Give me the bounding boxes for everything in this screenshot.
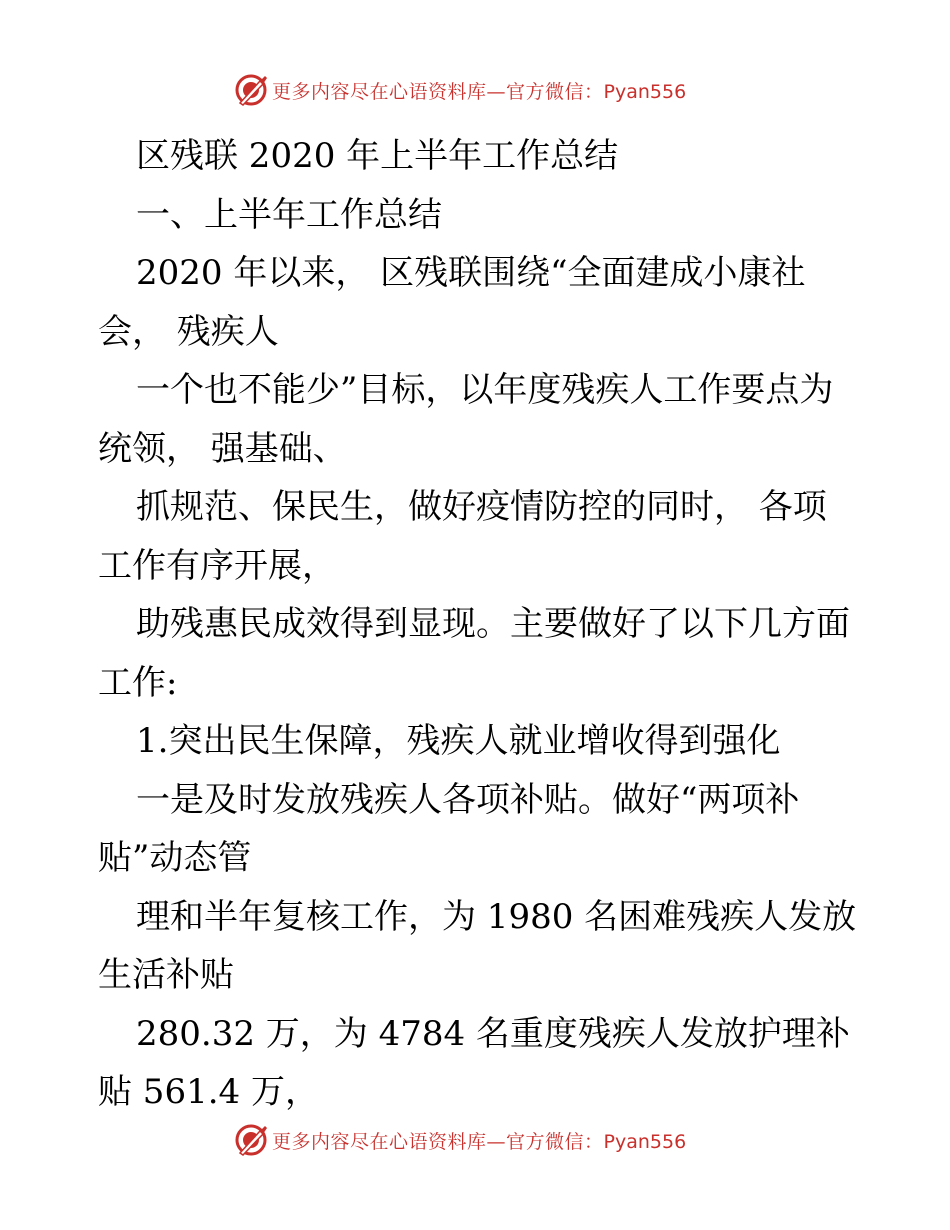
paragraph-line: 280.32 万，为 4784 名重度残疾人发放护理补 xyxy=(136,1013,850,1054)
footer-watermark xyxy=(0,1120,950,1160)
pen-logo-icon xyxy=(234,73,268,107)
section-heading: 一、上半年工作总结 xyxy=(136,194,442,235)
header-watermark xyxy=(0,70,950,110)
paragraph-line: 工作: xyxy=(98,662,178,703)
paragraph-line: 理和半年复核工作，为 1980 名困难残疾人发放 xyxy=(136,896,857,937)
paragraph-line: 抓规范、保民生，做好疫情防控的同时， 各项 xyxy=(136,487,827,527)
paragraph-line: 贴”动态管 xyxy=(98,838,252,878)
paragraph-line: 一是及时发放残疾人各项补贴。做好“两项补 xyxy=(136,779,800,820)
watermark-group xyxy=(234,70,686,110)
watermark-handle: Pyan556 xyxy=(603,1130,687,1153)
paragraph-line: 一个也不能少”目标，以年度残疾人工作要点为 xyxy=(136,370,834,410)
watermark-handle: Pyan556 xyxy=(603,80,687,103)
paragraph-line: 工作有序开展， xyxy=(98,545,336,586)
paragraph-line: 贴 561.4 万， xyxy=(98,1072,319,1112)
watermark-group xyxy=(234,1120,686,1160)
document-body xyxy=(98,127,858,1122)
document-title: 区残联 2020 年上半年工作总结 xyxy=(136,136,619,176)
paragraph-line: 生活补贴 xyxy=(98,955,234,995)
paragraph-line: 2020 年以来， 区残联围绕“全面建成小康社 xyxy=(136,253,806,293)
subsection-heading: 1.突出民生保障，残疾人就业增收得到强化 xyxy=(136,721,781,761)
watermark-text: 更多内容尽在心语资料库—官方微信：Pyan556 xyxy=(272,1130,687,1153)
pen-logo-icon xyxy=(234,1123,268,1157)
watermark-text: 更多内容尽在心语资料库—官方微信：Pyan556 xyxy=(272,80,687,103)
paragraph-line: 统领， 强基础、 xyxy=(98,428,347,469)
paragraph-line: 会， 残疾人 xyxy=(98,311,279,352)
paragraph-line: 助残惠民成效得到显现。主要做好了以下几方面 xyxy=(136,604,850,644)
